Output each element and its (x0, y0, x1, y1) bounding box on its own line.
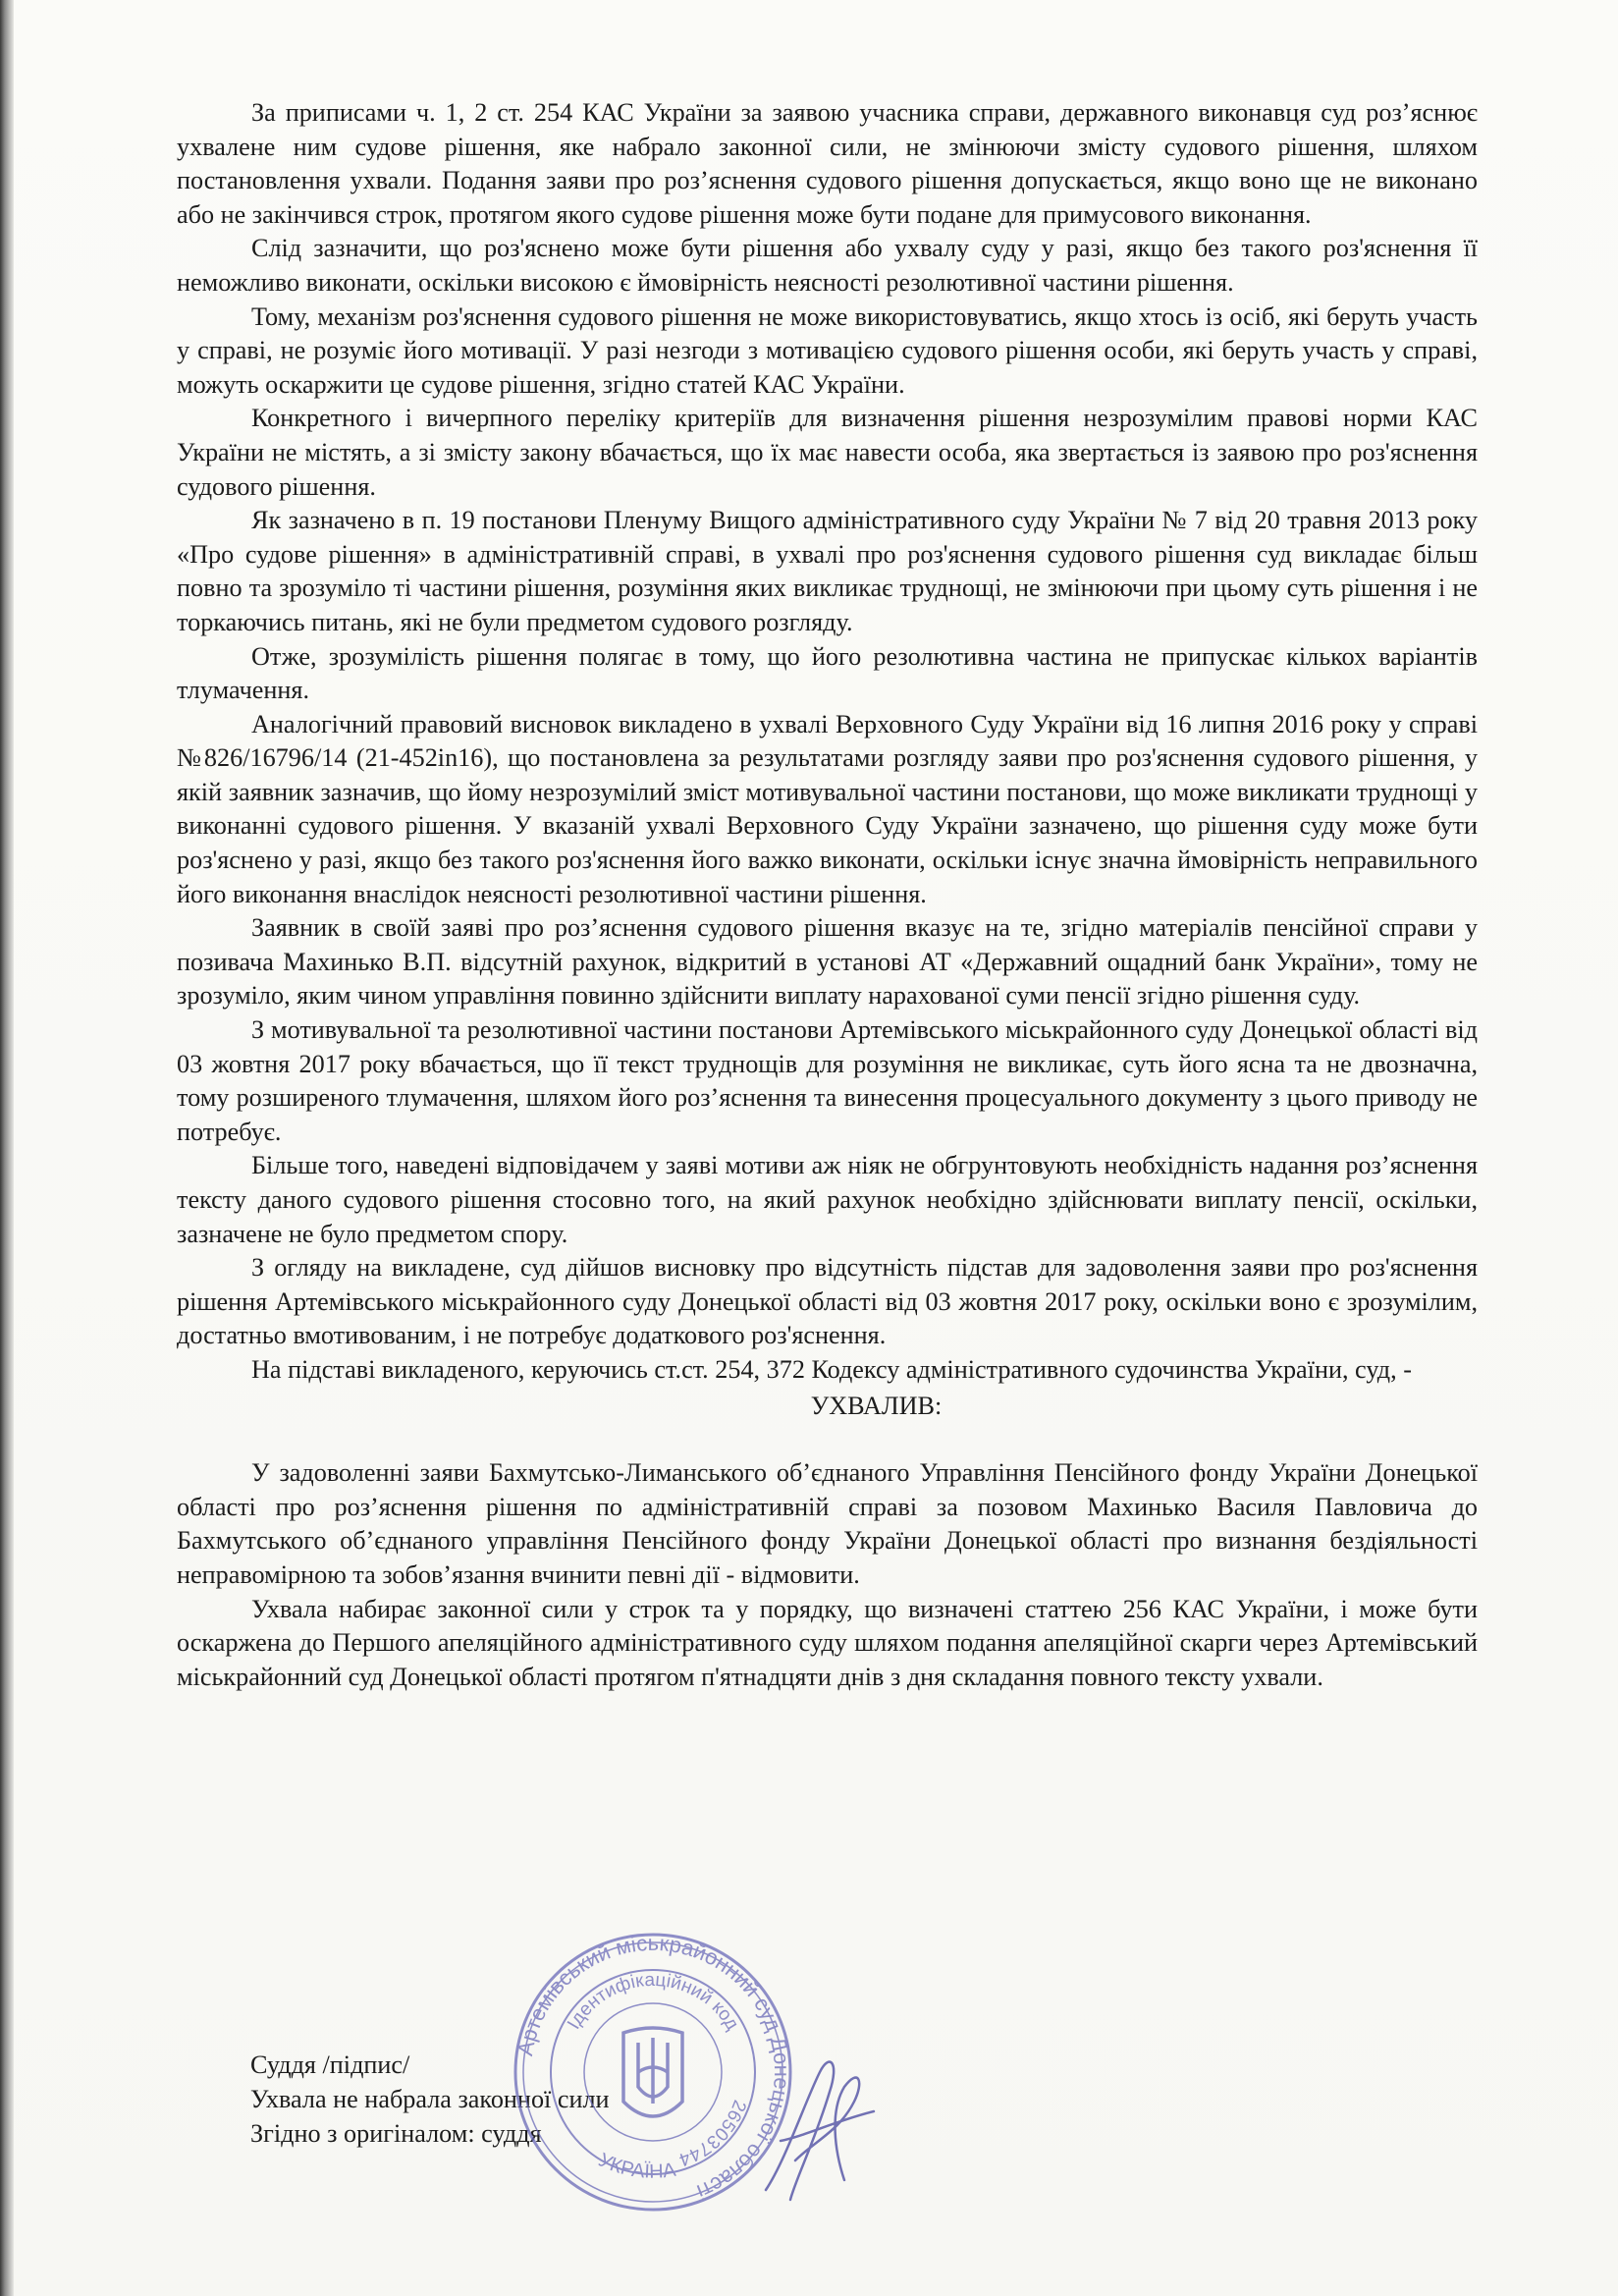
certified-copy-line: Згідно з оригіналом: суддя (250, 2119, 542, 2148)
scan-edge-shadow (0, 0, 14, 2296)
paragraph: Більше того, наведені відповідачем у заяві мотиви аж ніяк не обгрунтовують необхідність надання роз’яснення тексту даного судового рішення стосовно того, на який рахунок необхідно здійснювати виплату пенсії, оскільки, зазначене не було предметом спору. (177, 1151, 1478, 1248)
handwritten-signature-icon (746, 2043, 893, 2219)
paragraph: Аналогічний правовий висновок викладено в ухвалі Верховного Суду України від 16 липня 2016 року у справі №826/16796/14 (21-452in16), що постановлена за результатами розгляду заяви про роз'яснення судового рішення, у якій заявник зазначив, що йому незрозумілий зміст мотивувальної частини постанови, що може викликати труднощі у виконанні судового рішення. У вказаній ухвалі Верховного Суду України зазначено, що рішення суду може бути роз'яснено у разі, якщо без такого роз'яснення його важко виконати, оскільки існує значна ймовірність неправильного його виконання внаслідок неясності резолютивної частини рішення. (177, 709, 1478, 908)
paragraph: Заявник в своїй заяві про роз’яснення судового рішення вказує на те, згідно матеріалів пенсійної справи у позивача Махинько В.П. відсутній рахунок, відкритий в установі АТ «Державний ощадний банк України», тому не зрозуміло, яким чином управління повинно здійснити виплату нарахованої суми пенсії згідно рішення суду. (177, 913, 1478, 1011)
paragraph: Конкретного і вичерпного переліку критеріїв для визначення рішення незрозумілим правові норми КАС України не містять, а зі змісту закону вбачається, що їх має навести особа, яка звертається із заявою про роз'яснення судового рішення. (177, 404, 1478, 501)
trident-emblem-icon (623, 2028, 682, 2116)
svg-text:Артемівський міськрайонний суд: Артемівський міськрайонний суд Донецької області (512, 1930, 795, 2205)
not-in-force-line: Ухвала не набрала законної сили (250, 2085, 610, 2113)
judge-signature-line: Суддя /підпис/ (250, 2050, 410, 2079)
ruling-text (177, 96, 1478, 1694)
paragraph: На підставі викладеного, керуючись ст.ст. 254, 372 Кодексу адміністративного судочинства України, суд, - (251, 1354, 1412, 1384)
svg-text:УКРАЇНА: УКРАЇНА (595, 2149, 677, 2183)
paragraph: З мотивувальної та резолютивної частини постанови Артемівського міськрайонного суду Донецької області від 03 жовтня 2017 року вбачається, що її текст труднощів для розуміння не викликає, суть його ясна та не двозначна, тому розширеного тлумачення, шляхом його роз’яснення та винесення процесуального документу з цього приводу не потребує. (177, 1015, 1478, 1146)
paragraph: З огляду на викладене, суд дійшов висновку про відсутність підстав для задоволення заяви про роз'яснення рішення Артемівського міськрайонного суду Донецької області від 03 жовтня 2017 року, оскільки воно є зрозумілим, достатньо вмотивованим, і не потребує додаткового роз'яснення. (177, 1253, 1478, 1350)
svg-text:Ідентифікаційний код: Ідентифікаційний код (564, 1969, 743, 2034)
resolution-paragraph: У задоволенні заяви Бахмутсько-Лиманського об’єднаного Управління Пенсійного фонду України Донецької області про роз’яснення рішення по адміністративній справі за позовом Махинько Василя Павловича до Бахмутського об’єднаного управління Пенсійного фонду України Донецької області про визнання бездіяльності неправомірною та зобов’язання вчинити певні дії - відмовити. (177, 1458, 1478, 1589)
paragraph: За приписами ч. 1, 2 ст. 254 КАС України за заявою учасника справи, державного виконавця суд роз’яснює ухвалене ним судове рішення, яке набрало законної сили, не змінюючи змісту судового рішення, шляхом постановлення ухвали. Подання заяви про роз’яснення судового рішення допускається, якщо воно ще не виконано або не закінчився строк, протягом якого судове рішення може бути подане для примусового виконання. (177, 98, 1478, 229)
svg-text:26503744: 26503744 (675, 2097, 750, 2170)
resolution-heading: УХВАЛИВ: (810, 1391, 943, 1420)
paragraph: Як зазначено в п. 19 постанови Пленуму Вищого адміністративного суду України № 7 від 20 травня 2013 року «Про судове рішення» в адміністративній справі, в ухвалі про роз'яснення судового рішення суд викладає більш повно та зрозуміло ті частини рішення, розуміння яких викликає труднощі, не змінюючи при цьому суть рішення і не торкаючись питань, які не були предметом судового розгляду. (177, 506, 1478, 636)
paragraph: Тому, механізм роз'яснення судового рішення не може використовуватись, якщо хтось із осіб, які беруть участь у справі, не розуміє його мотивації. У разі незгоди з мотивацією судового рішення особи, які беруть участь у справі, можуть оскаржити це судове рішення, згідно статей КАС України. (177, 301, 1478, 399)
paragraph: Отже, зрозумілість рішення полягає в тому, що його резолютивна частина не припускає кількох варіантів тлумачення. (177, 641, 1478, 705)
paragraph: Слід зазначити, що роз'яснено може бути рішення або ухвалу суду у разі, якщо без такого роз'яснення її неможливо виконати, оскільки високою є ймовірність неясності резолютивної частини рішення. (177, 234, 1478, 297)
resolution-paragraph: Ухвала набирає законної сили у строк та у порядку, що визначені статтею 256 КАС України, і може бути оскаржена до Першого апеляційного адміністративного суду шляхом подання апеляційної скарги через Артемівський міськрайонний суд Донецької області протягом п'ятнадцяти днів з дня складання повного тексту ухвали. (177, 1594, 1478, 1691)
